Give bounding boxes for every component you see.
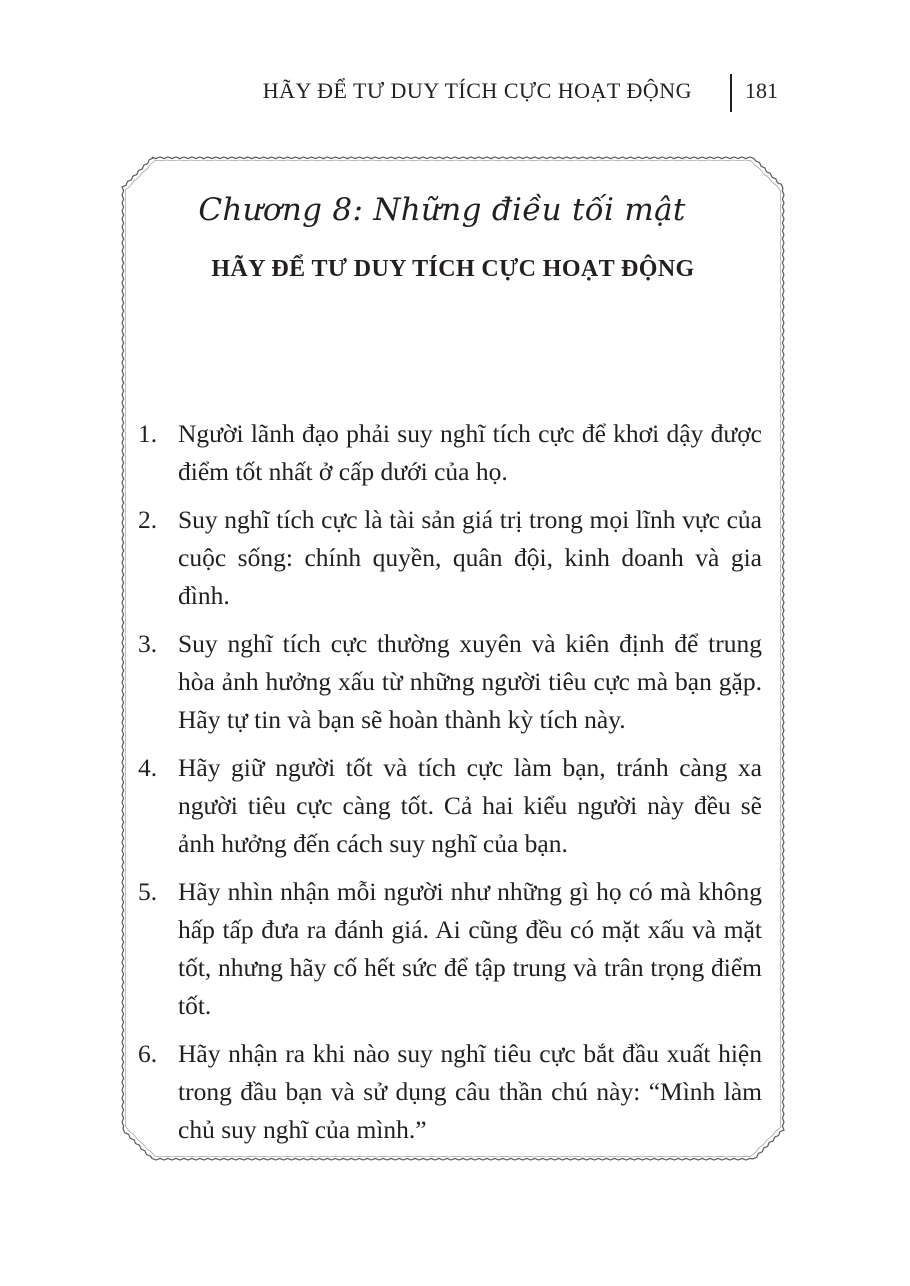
chapter-title: HÃY ĐỂ TƯ DUY TÍCH CỰC HOẠT ĐỘNG bbox=[211, 256, 695, 282]
list-item-number: 2. bbox=[138, 505, 158, 534]
list-item bbox=[138, 501, 762, 615]
list-item bbox=[138, 1035, 762, 1149]
list-item bbox=[138, 415, 762, 491]
list-item-text: Hãy giữ người tốt và tích cực làm bạn, tránh càng xa người tiêu cực càng tốt. Cả hai kiểu người này đều sẽ ảnh hưởng đến cách suy nghĩ của bạn. bbox=[178, 753, 762, 858]
principles-list bbox=[138, 415, 762, 1159]
list-item-text: Hãy nhìn nhận mỗi người như những gì họ có mà không hấp tấp đưa ra đánh giá. Ai cũng đều có mặt xấu và mặt tốt, nhưng hãy cố hết sức để tập trung và trân trọng điểm tốt. bbox=[178, 877, 762, 1020]
list-item-text: Suy nghĩ tích cực thường xuyên và kiên định để trung hòa ảnh hưởng xấu từ những người tiêu cực mà bạn gặp. Hãy tự tin và bạn sẽ hoàn thành kỳ tích này. bbox=[178, 629, 762, 734]
list-item bbox=[138, 625, 762, 739]
list-item-number: 3. bbox=[138, 629, 158, 658]
list-item-number: 5. bbox=[138, 877, 158, 906]
list-item-number: 1. bbox=[138, 419, 158, 448]
list-item bbox=[138, 873, 762, 1025]
list-item-text: Hãy nhận ra khi nào suy nghĩ tiêu cực bắt đầu xuất hiện trong đầu bạn và sử dụng câu thần chú này: “Mình làm chủ suy nghĩ của mình.” bbox=[178, 1039, 762, 1144]
list-item-text: Người lãnh đạo phải suy nghĩ tích cực để khơi dậy được điểm tốt nhất ở cấp dưới của họ. bbox=[178, 419, 762, 486]
list-item-text: Suy nghĩ tích cực là tài sản giá trị trong mọi lĩnh vực của cuộc sống: chính quyền, quân đội, kinh doanh và gia đình. bbox=[178, 505, 762, 610]
list-item bbox=[138, 749, 762, 863]
header-divider bbox=[730, 74, 732, 112]
page-number: 181 bbox=[745, 78, 778, 103]
running-header bbox=[0, 74, 910, 114]
list-item-number: 4. bbox=[138, 753, 158, 782]
running-title: HÃY ĐỂ TƯ DUY TÍCH CỰC HOẠT ĐỘNG bbox=[262, 78, 692, 103]
chapter-heading: Chương 8: Những điều tối mật bbox=[198, 192, 686, 228]
list-item-number: 6. bbox=[138, 1039, 158, 1068]
